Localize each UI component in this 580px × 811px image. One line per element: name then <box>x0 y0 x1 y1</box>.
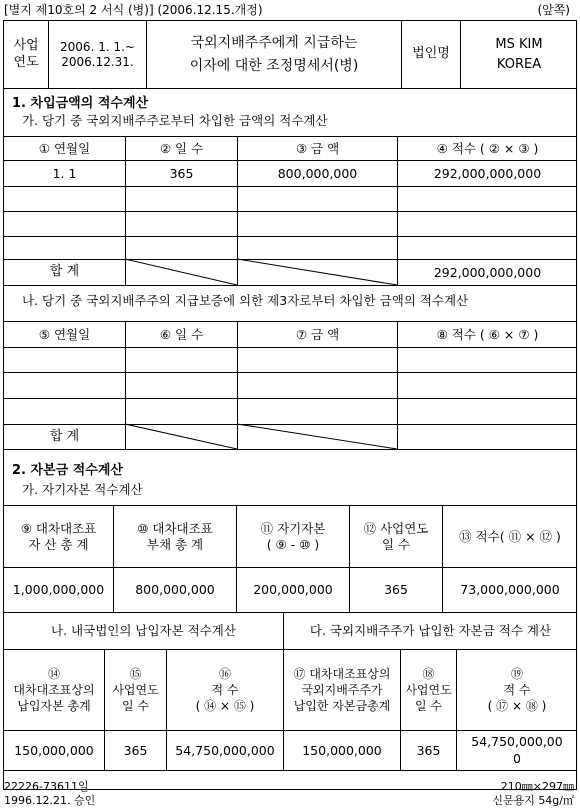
page-side-label: (앞쪽) <box>537 3 570 17</box>
equity-value: 200,000,000 <box>253 582 333 598</box>
column-header-foreign-product: ⑲ 적 수 ( ⑰ × ⑱ ) <box>487 666 547 714</box>
form-title: 국외지배주주에게 지급하는 이자에 대한 조정명세서(병) <box>189 35 359 74</box>
column-header-days: ② 일 수 <box>159 140 204 156</box>
column-header-business-days: ⑫ 사업연도 일 수 <box>363 520 429 552</box>
section2-subheading-na: 나. 내국법인의 납입자본 적수계산 <box>51 623 236 639</box>
business-days-value-3: 365 <box>416 742 441 758</box>
column-header-business-days-3: ⑱ 사업연도 일 수 <box>405 666 452 714</box>
section1-subheading-na: 나. 당기 중 국외지배주주의 지급보증에 의한 제3자로부터 차입한 금액의 적수계산 <box>22 293 469 308</box>
corporation-name: MS KIM KOREA <box>495 37 543 72</box>
column-header-product-na: ⑧ 적수 ( ⑥ × ⑦ ) <box>436 326 539 342</box>
total-label: 합 계 <box>49 264 80 280</box>
section2-subheading-ga: 가. 자기자본 적수계산 <box>22 482 143 497</box>
total-diagonal-lines <box>125 259 397 285</box>
column-header-total-liabilities: ⑩ 대차대조표 부채 총 계 <box>137 520 213 552</box>
business-days-value: 365 <box>384 582 408 598</box>
footer-paper-spec: 210㎜×297㎜ 신문용지 54g/㎡ <box>492 780 574 808</box>
footer-approval: 22226-73611일 1996.12.21. 승인 <box>4 780 96 808</box>
corporation-name-label: 법인명 <box>412 46 450 62</box>
equity-product-value: 73,000,000,000 <box>460 582 560 598</box>
row1-amount: 800,000,000 <box>277 165 358 181</box>
business-days-value-2: 365 <box>123 742 148 758</box>
section1-subheading-ga: 가. 당기 중 국외지배주주로부터 차입한 금액의 적수계산 <box>22 113 328 128</box>
business-year-label: 사업 연도 <box>13 38 39 70</box>
section2-heading: 2. 자본금 적수계산 <box>12 462 123 478</box>
column-header-date: ① 연월일 <box>38 140 91 156</box>
column-header-paid-in-product: ⑯ 적 수 ( ⑭ × ⑮ ) <box>195 666 255 714</box>
total-na-diagonal-lines <box>125 424 397 449</box>
section1-heading: 1. 차입금액의 적수계산 <box>12 95 149 111</box>
foreign-product-value: 54,750,000,00 0 <box>471 734 563 766</box>
section2-subheading-da: 다. 국외지배주주가 납입한 자본금 적수 계산 <box>309 623 552 639</box>
total-value: 292,000,000,000 <box>433 264 542 280</box>
row1-product: 292,000,000,000 <box>433 165 542 181</box>
business-period: 2006. 1. 1.~ 2006.12.31. <box>60 39 135 69</box>
total-assets-value: 1,000,000,000 <box>12 582 105 598</box>
column-header-date-na: ⑤ 연월일 <box>38 326 91 342</box>
column-header-product: ④ 적수 ( ② × ③ ) <box>436 140 539 156</box>
total-liabilities-value: 800,000,000 <box>135 582 215 598</box>
column-header-amount-na: ⑦ 금 액 <box>295 326 340 342</box>
column-header-total-assets: ⑨ 대차대조표 자 산 총 계 <box>20 520 97 552</box>
row1-days: 365 <box>169 165 194 181</box>
column-header-business-days-2: ⑮ 사업연도 일 수 <box>112 666 159 714</box>
column-header-amount: ③ 금 액 <box>295 140 340 156</box>
column-header-foreign-capital: ⑰ 대차대조표상의 국외지배주주가 납입한 자본금총계 <box>293 666 391 714</box>
paid-in-product-value: 54,750,000,000 <box>175 742 275 758</box>
foreign-capital-value: 150,000,000 <box>302 742 382 758</box>
column-header-equity: ⑪ 자기자본 ( ⑨ - ⑩ ) <box>260 520 326 552</box>
form-reference: [별지 제10호의 2 서식 (병)] (2006.12.15.개정) <box>4 3 263 17</box>
paid-in-capital-value: 150,000,000 <box>14 742 94 758</box>
total-label-na: 합 계 <box>49 428 80 444</box>
row1-date: 1. 1 <box>52 165 77 181</box>
column-header-equity-product: ⑬ 적수( ⑪ × ⑫ ) <box>459 528 561 544</box>
column-header-days-na: ⑥ 일 수 <box>159 326 204 342</box>
column-header-paid-in-capital: ⑭ 대차대조표상의 납입자본 총계 <box>13 666 95 714</box>
